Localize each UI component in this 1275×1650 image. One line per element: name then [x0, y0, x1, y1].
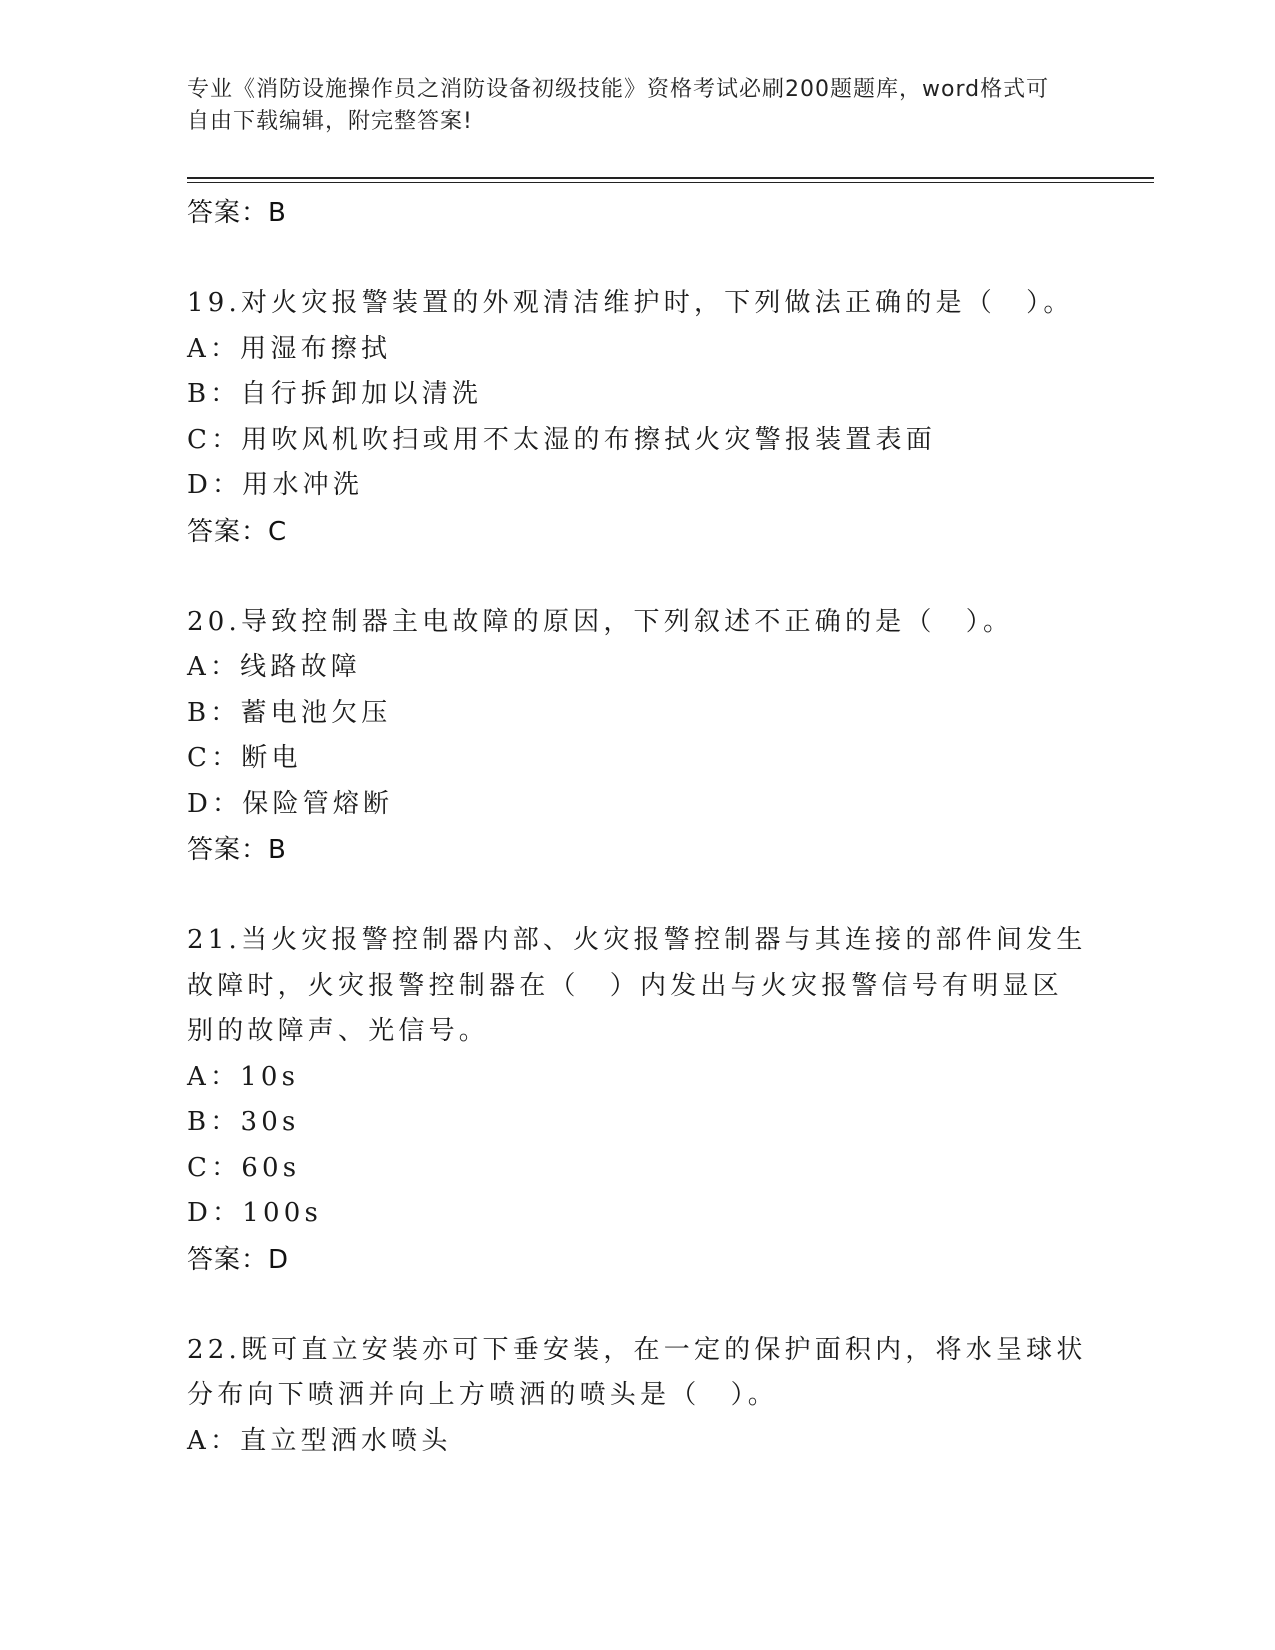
option-d: D：用水冲洗 — [187, 470, 364, 500]
spacer — [187, 555, 1087, 600]
option-c: C：用吹风机吹扫或用不太湿的布擦拭火灾警报装置表面 — [187, 424, 936, 455]
question-text: 19.对火灾报警装置的外观清洁维护时，下列做法正确的是（ ）。 — [187, 288, 1074, 318]
header-rule-thick — [187, 177, 1154, 179]
question-block — [187, 1328, 1087, 1465]
question-text: 21.当火灾报警控制器内部、火灾报警控制器与其连接的部件间发生故障时，火灾报警控制器在（ ）内发出与火灾报警信号有明显区别的故障声、光信号。 — [187, 925, 1087, 1046]
option-b: B：自行拆卸加以清洗 — [187, 379, 483, 409]
option-d: D：保险管熔断 — [187, 788, 394, 819]
option-b: B：蓄电池欠压 — [187, 697, 392, 728]
answer-line: 答案：B — [187, 835, 287, 865]
option-d: D：100s — [187, 1198, 323, 1228]
document-body — [187, 190, 1087, 1464]
option-b: B：30s — [187, 1107, 300, 1137]
header-rule-thin — [187, 182, 1154, 183]
option-a: A：线路故障 — [187, 652, 361, 682]
answer-line: 答案：C — [187, 516, 288, 547]
option-a: A：直立型洒水喷头 — [187, 1425, 452, 1456]
option-a: A：用湿布擦拭 — [187, 333, 392, 364]
option-c: C：60s — [187, 1152, 301, 1183]
spacer — [187, 873, 1087, 918]
option-c: C：断电 — [187, 743, 302, 773]
option-a: A：10s — [187, 1061, 300, 1092]
question-text: 22.既可直立安装亦可下垂安装，在一定的保护面积内，将水呈球状分布向下喷洒并向上方喷洒的喷头是（ ）。 — [187, 1334, 1087, 1410]
question-block — [187, 281, 1087, 555]
question-block — [187, 600, 1087, 874]
question-text: 20.导致控制器主电故障的原因，下列叙述不正确的是（ ）。 — [187, 606, 1014, 637]
spacer — [187, 236, 1087, 281]
answer-line: 答案：B — [187, 198, 287, 228]
question-block — [187, 918, 1087, 1283]
spacer — [187, 1283, 1087, 1328]
answer-line: 答案：D — [187, 1244, 290, 1275]
document-header: 专业《消防设施操作员之消防设备初级技能》资格考试必刷200题题库，word格式可自由下载编辑，附完整答案! — [187, 77, 1050, 134]
